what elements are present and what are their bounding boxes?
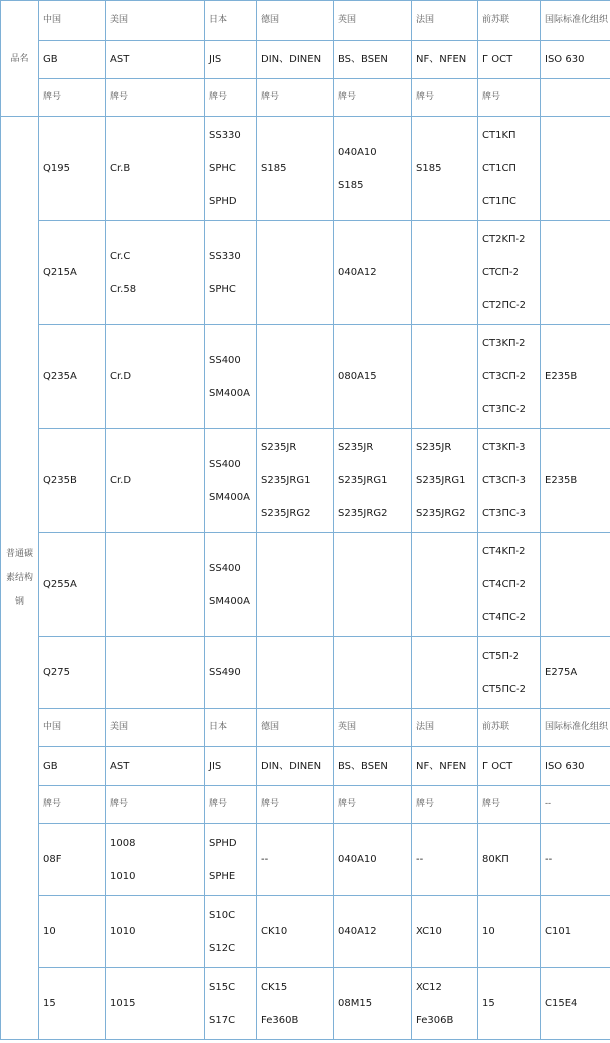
cell-china xyxy=(39,533,106,637)
cell-value: SS330 xyxy=(209,130,241,141)
category-label-line: 普通碳 xyxy=(5,549,33,559)
cell-value: 牌号 xyxy=(209,92,228,102)
cell-iso xyxy=(541,824,610,896)
category-label: 品名 xyxy=(1,1,39,117)
cell-value: S235JR xyxy=(338,442,374,453)
cell-ussr xyxy=(478,221,541,325)
cell-value: S185 xyxy=(261,163,287,174)
cell-ussr xyxy=(478,533,541,637)
cell-china xyxy=(39,79,106,117)
cell-china xyxy=(39,1,106,41)
cell-value: 040A12 xyxy=(338,267,377,278)
cell-germany xyxy=(257,429,334,533)
cell-value: -- xyxy=(545,854,553,865)
cell-uk xyxy=(334,709,412,747)
cell-value: Q215A xyxy=(43,267,77,278)
cell-usa xyxy=(106,786,205,824)
cell-value: CT4ПC-2 xyxy=(482,612,526,623)
cell-value: E275A xyxy=(545,667,578,678)
cell-uk xyxy=(334,221,412,325)
cell-value: 牌号 xyxy=(338,92,357,102)
cell-value: 10 xyxy=(482,926,495,937)
table-row xyxy=(1,786,610,824)
cell-iso xyxy=(541,325,610,429)
cell-japan xyxy=(205,786,257,824)
cell-value: 德国 xyxy=(261,15,280,25)
cell-value: 牌号 xyxy=(482,92,501,102)
cell-france xyxy=(412,637,478,709)
cell-value: JIS xyxy=(209,760,222,772)
cell-value: BS、BSEN xyxy=(338,54,388,65)
cell-china xyxy=(39,429,106,533)
table-row xyxy=(1,968,610,1040)
cell-japan xyxy=(205,709,257,747)
cell-value: JIS xyxy=(209,54,222,65)
cell-value: 08M15 xyxy=(338,998,373,1009)
cell-uk xyxy=(334,325,412,429)
cell-ussr xyxy=(478,896,541,968)
cell-uk xyxy=(334,533,412,637)
cell-france xyxy=(412,117,478,221)
cell-value: GB xyxy=(43,54,58,65)
cell-value: 国际标准化组织 xyxy=(545,722,609,732)
cell-germany xyxy=(257,117,334,221)
cell-china xyxy=(39,968,106,1040)
cell-value: 日本 xyxy=(209,15,228,25)
cell-ussr xyxy=(478,747,541,786)
cell-value: 080A15 xyxy=(338,371,377,382)
cell-france xyxy=(412,786,478,824)
cell-japan xyxy=(205,41,257,79)
cell-france xyxy=(412,747,478,786)
cell-value: 前苏联 xyxy=(482,722,510,732)
cell-germany xyxy=(257,221,334,325)
cell-value: SPHC xyxy=(209,283,236,295)
cell-value: SPHC xyxy=(209,163,236,174)
cell-value: CT1ПC xyxy=(482,196,516,207)
cell-value: S235JRG1 xyxy=(338,475,388,486)
cell-iso xyxy=(541,747,610,786)
cell-value: 牌号 xyxy=(110,799,129,809)
cell-value: S185 xyxy=(338,179,364,191)
cell-value: CT4CП-2 xyxy=(482,579,526,590)
cell-iso xyxy=(541,41,610,79)
cell-value: 牌号 xyxy=(482,799,501,809)
cell-value: Cr.D xyxy=(110,371,132,382)
cell-value: 法国 xyxy=(416,15,435,25)
cell-value: S10C xyxy=(209,909,236,921)
cell-germany xyxy=(257,824,334,896)
cell-usa xyxy=(106,117,205,221)
cell-value: 日本 xyxy=(209,722,228,732)
cell-value: S235JR xyxy=(261,442,297,453)
cell-ussr xyxy=(478,709,541,747)
cell-uk xyxy=(334,968,412,1040)
cell-france xyxy=(412,325,478,429)
cell-value: 1008 xyxy=(110,837,136,849)
cell-iso xyxy=(541,429,610,533)
cell-france xyxy=(412,824,478,896)
cell-japan xyxy=(205,637,257,709)
cell-value: ISO 630 xyxy=(545,54,585,65)
cell-value: SPHD xyxy=(209,837,237,849)
table-row xyxy=(1,1,610,41)
cell-uk xyxy=(334,824,412,896)
cell-japan xyxy=(205,896,257,968)
cell-value: SS400 xyxy=(209,562,241,574)
cell-value: 040A10 xyxy=(338,146,377,158)
cell-iso xyxy=(541,117,610,221)
cell-usa xyxy=(106,221,205,325)
cell-germany xyxy=(257,79,334,117)
cell-value: SM400A xyxy=(209,595,250,607)
cell-value: CK15 xyxy=(261,981,288,993)
cell-value: 80KП xyxy=(482,854,509,865)
cell-iso xyxy=(541,968,610,1040)
category-label xyxy=(1,117,39,1040)
cell-ussr xyxy=(478,79,541,117)
cell-ussr xyxy=(478,117,541,221)
cell-value: 英国 xyxy=(338,15,357,25)
cell-value: 1015 xyxy=(110,998,136,1009)
cell-japan xyxy=(205,221,257,325)
cell-value: S235JRG1 xyxy=(261,475,311,486)
cell-ussr xyxy=(478,325,541,429)
cell-value: SM400A xyxy=(209,387,250,399)
cell-france xyxy=(412,221,478,325)
cell-value: Q195 xyxy=(43,163,70,174)
cell-value: CK10 xyxy=(261,926,288,937)
table-row xyxy=(1,41,610,79)
cell-value: 美国 xyxy=(110,15,129,25)
cell-iso xyxy=(541,1,610,41)
cell-value: E235B xyxy=(545,371,578,382)
cell-value: CT4KП-2 xyxy=(482,546,526,557)
cell-value: CT3ПC-2 xyxy=(482,404,526,415)
cell-germany xyxy=(257,41,334,79)
cell-value: S235JR xyxy=(416,442,452,453)
cell-value: E235B xyxy=(545,475,578,486)
cell-value: CT1KП xyxy=(482,130,516,141)
cell-value: AST xyxy=(110,54,130,65)
cell-value: 德国 xyxy=(261,722,280,732)
cell-japan xyxy=(205,117,257,221)
cell-germany xyxy=(257,637,334,709)
cell-china xyxy=(39,41,106,79)
cell-ussr xyxy=(478,41,541,79)
cell-value: S235JRG2 xyxy=(416,508,466,519)
cell-value: SM400A xyxy=(209,491,250,503)
cell-japan xyxy=(205,429,257,533)
cell-value: Fe360B xyxy=(261,1014,299,1026)
table-row xyxy=(1,709,610,747)
cell-japan xyxy=(205,1,257,41)
cell-uk xyxy=(334,637,412,709)
cell-iso xyxy=(541,709,610,747)
cell-value: Г ОСТ xyxy=(482,760,513,772)
cell-value: 1010 xyxy=(110,870,136,882)
cell-value: C101 xyxy=(545,926,572,937)
cell-japan xyxy=(205,824,257,896)
cell-value: Г ОСТ xyxy=(482,54,513,65)
cell-china xyxy=(39,221,106,325)
cell-value: BS、BSEN xyxy=(338,760,388,772)
cell-uk xyxy=(334,429,412,533)
cell-value: Q235B xyxy=(43,475,77,486)
cell-uk xyxy=(334,117,412,221)
cell-value: 前苏联 xyxy=(482,15,510,25)
cell-value: S15C xyxy=(209,981,236,993)
cell-usa xyxy=(106,824,205,896)
cell-usa xyxy=(106,637,205,709)
cell-usa xyxy=(106,1,205,41)
category-label-line: 钢 xyxy=(14,597,24,607)
cell-value: 英国 xyxy=(338,722,357,732)
cell-value: GB xyxy=(43,760,58,772)
cell-value: Cr.D xyxy=(110,475,132,486)
cell-france xyxy=(412,429,478,533)
cell-value: ISO 630 xyxy=(545,760,585,772)
cell-usa xyxy=(106,747,205,786)
cell-value: S235JRG2 xyxy=(261,508,311,519)
cell-value: 牌号 xyxy=(261,92,280,102)
cell-value: Q275 xyxy=(43,667,70,678)
cell-value: SS490 xyxy=(209,667,241,678)
cell-ussr xyxy=(478,429,541,533)
cell-germany xyxy=(257,786,334,824)
table-row xyxy=(1,747,610,786)
cell-value: 牌号 xyxy=(416,799,435,809)
cell-value: 040A10 xyxy=(338,854,377,865)
cell-iso xyxy=(541,79,610,117)
cell-value: Q235A xyxy=(43,371,77,382)
cell-germany xyxy=(257,533,334,637)
cell-value: XC10 xyxy=(416,926,442,937)
cell-value: XC12 xyxy=(416,981,442,993)
cell-value: SS330 xyxy=(209,250,241,262)
cell-value: 牌号 xyxy=(416,92,435,102)
cell-value: Cr.B xyxy=(110,163,131,174)
cell-value: Q255A xyxy=(43,579,77,590)
cell-usa xyxy=(106,533,205,637)
cell-value: S235JRG2 xyxy=(338,508,388,519)
cell-ussr xyxy=(478,637,541,709)
cell-value: Cr.C xyxy=(110,250,131,262)
cell-japan xyxy=(205,747,257,786)
cell-value: DIN、DINEN xyxy=(261,54,322,65)
cell-france xyxy=(412,968,478,1040)
cell-value: 美国 xyxy=(110,722,129,732)
cell-iso xyxy=(541,637,610,709)
cell-france xyxy=(412,41,478,79)
cell-uk xyxy=(334,79,412,117)
cell-japan xyxy=(205,533,257,637)
cell-usa xyxy=(106,429,205,533)
cell-value: AST xyxy=(110,760,130,772)
cell-germany xyxy=(257,968,334,1040)
table-row xyxy=(1,896,610,968)
cell-value: 牌号 xyxy=(261,799,280,809)
cell-value: 040A12 xyxy=(338,926,377,937)
cell-value: -- xyxy=(261,854,269,865)
cell-value: CT3ПC-3 xyxy=(482,508,526,519)
cell-value: SPHE xyxy=(209,870,236,882)
cell-uk xyxy=(334,747,412,786)
table-row xyxy=(1,533,610,637)
cell-value: S17C xyxy=(209,1014,236,1026)
cell-value: 牌号 xyxy=(209,799,228,809)
cell-value: 牌号 xyxy=(43,799,62,809)
cell-france xyxy=(412,79,478,117)
cell-usa xyxy=(106,325,205,429)
cell-iso xyxy=(541,786,610,824)
cell-value: SS400 xyxy=(209,354,241,366)
cell-china xyxy=(39,709,106,747)
cell-value: CT2KП-2 xyxy=(482,234,526,245)
table-row xyxy=(1,637,610,709)
cell-china xyxy=(39,896,106,968)
cell-value: CT5ПC-2 xyxy=(482,683,526,695)
cell-ussr xyxy=(478,968,541,1040)
table-row xyxy=(1,221,610,325)
cell-iso xyxy=(541,533,610,637)
cell-japan xyxy=(205,325,257,429)
cell-value: CT3CП-3 xyxy=(482,475,526,486)
cell-uk xyxy=(334,896,412,968)
cell-uk xyxy=(334,786,412,824)
cell-value: CT3CП-2 xyxy=(482,371,526,382)
cell-germany xyxy=(257,709,334,747)
cell-value: 国际标准化组织 xyxy=(545,15,609,25)
cell-value: 牌号 xyxy=(338,799,357,809)
cell-france xyxy=(412,896,478,968)
cell-value: 中国 xyxy=(43,722,62,732)
cell-value: CT3KП-2 xyxy=(482,338,526,349)
category-label-line: 素结构 xyxy=(5,573,33,583)
cell-germany xyxy=(257,896,334,968)
cell-ussr xyxy=(478,1,541,41)
cell-iso xyxy=(541,896,610,968)
table-row xyxy=(1,79,610,117)
cell-value: CTCП-2 xyxy=(482,267,519,278)
table-row xyxy=(1,325,610,429)
cell-value: 法国 xyxy=(416,722,435,732)
cell-japan xyxy=(205,79,257,117)
cell-germany xyxy=(257,325,334,429)
cell-value: 10 xyxy=(43,926,56,937)
cell-china xyxy=(39,637,106,709)
cell-value: -- xyxy=(416,854,424,865)
cell-value: 中国 xyxy=(43,15,62,25)
cell-value: S185 xyxy=(416,163,442,174)
cell-ussr xyxy=(478,786,541,824)
cell-value: CT1CП xyxy=(482,163,516,174)
cell-france xyxy=(412,1,478,41)
cell-value: NF、NFEN xyxy=(416,54,467,65)
cell-usa xyxy=(106,79,205,117)
cell-value: S12C xyxy=(209,942,236,954)
cell-value: 15 xyxy=(482,998,495,1009)
cell-france xyxy=(412,533,478,637)
cell-value: Fe306B xyxy=(416,1014,454,1026)
cell-china xyxy=(39,747,106,786)
cell-china xyxy=(39,325,106,429)
cell-usa xyxy=(106,896,205,968)
cell-china xyxy=(39,786,106,824)
cell-uk xyxy=(334,1,412,41)
cell-value: Cr.58 xyxy=(110,283,137,295)
cell-iso xyxy=(541,221,610,325)
cell-germany xyxy=(257,747,334,786)
table-row xyxy=(1,824,610,896)
cell-value: 1010 xyxy=(110,926,136,937)
cell-value: S235JRG1 xyxy=(416,475,466,486)
cell-china xyxy=(39,824,106,896)
cell-value: CT5П-2 xyxy=(482,650,519,662)
cell-value: 08F xyxy=(43,854,62,865)
cell-germany xyxy=(257,1,334,41)
cell-value: 15 xyxy=(43,998,56,1009)
cell-china xyxy=(39,117,106,221)
cell-value: DIN、DINEN xyxy=(261,760,322,772)
cell-usa xyxy=(106,41,205,79)
cell-value: CT2ПC-2 xyxy=(482,300,526,311)
cell-usa xyxy=(106,709,205,747)
cell-value: 牌号 xyxy=(110,92,129,102)
cell-value: CT3KП-3 xyxy=(482,442,526,453)
cell-japan xyxy=(205,968,257,1040)
cell-usa xyxy=(106,968,205,1040)
cell-value: NF、NFEN xyxy=(416,760,467,772)
cell-value: -- xyxy=(545,799,552,809)
cell-uk xyxy=(334,41,412,79)
cell-value: C15E4 xyxy=(545,998,578,1009)
cell-value: SS400 xyxy=(209,458,241,470)
cell-value: 牌号 xyxy=(43,92,62,102)
table-row xyxy=(1,429,610,533)
table-row xyxy=(1,117,610,221)
cell-value: SPHD xyxy=(209,196,237,207)
cell-france xyxy=(412,709,478,747)
cell-ussr xyxy=(478,824,541,896)
